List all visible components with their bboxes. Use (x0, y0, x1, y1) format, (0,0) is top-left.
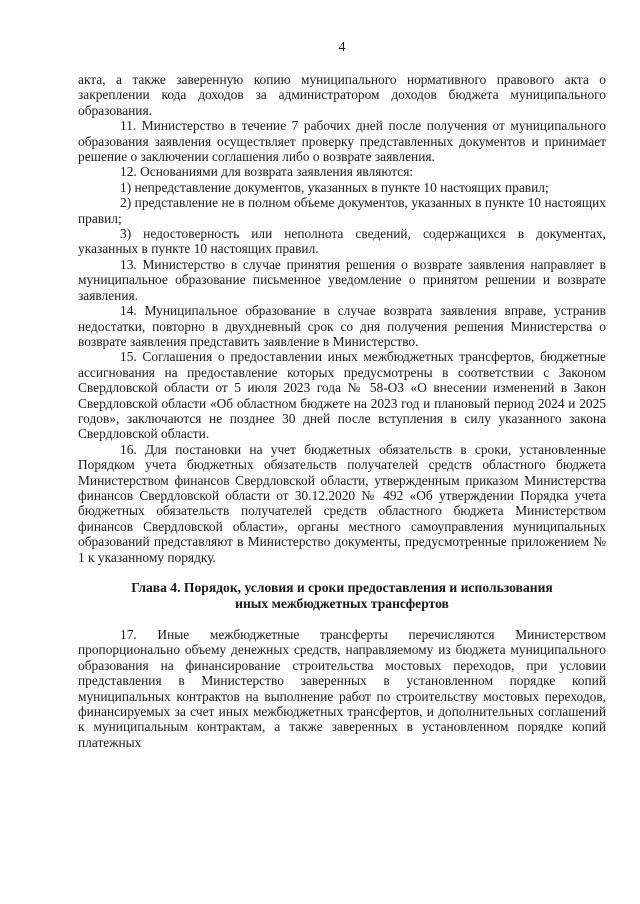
spacer (78, 565, 606, 580)
paragraph: 11. Министерство в течение 7 рабочих дней после получения от муниципального образования заявления осуществляет проверку представленных документов и принимает решение о заключении соглашения либо о возврате заявления. (78, 118, 606, 165)
paragraph-group-top (78, 72, 606, 565)
paragraph: 2) представление не в полном объеме документов, указанных в пункте 10 настоящих правил; (78, 195, 606, 226)
page-number: 4 (338, 40, 346, 55)
document-body (78, 72, 606, 750)
paragraph: 16. Для постановки на учет бюджетных обязательств в сроки, установленные Порядком учета бюджетных обязательств получателей средств областного бюджета Министерством финансов Свердловской области, утвержденным приказом Министерства финансов Свердловской области от 30.12.2020 № 492 «Об утверждении Порядка учета бюджетных обязательств получателей средств областного бюджета Министерством финансов Свердловской области», органы местного самоуправления муниципальных образований представляют в Министерство документы, предусмотренные приложением № 1 к указанному порядку. (78, 441, 606, 565)
paragraph: 1) непредставление документов, указанных в пункте 10 настоящих правил; (120, 179, 549, 195)
paragraph: 12. Основаниями для возврата заявления являются: (120, 164, 414, 180)
paragraph: акта, а также заверенную копию муниципального нормативного правового акта о закреплении кода доходов за администратором доходов бюджета муниципального образования. (78, 72, 606, 118)
paragraph-group-bottom (78, 627, 606, 750)
chapter-heading-line-2: иных межбюджетных трансфертов (235, 596, 449, 611)
paragraph: 15. Соглашения о предоставлении иных межбюджетных трансфертов, бюджетные ассигнования на предоставление которых предусмотрены в соответствии с Законом Свердловской области от 5 июля 2023 года № 58-ОЗ «О внесении изменений в Закон Свердловской области «Об областном бюджете на 2023 год и плановый период 2024 и 2025 годов», заключаются не позднее 30 дней после вступления в силу указанного закона Свердловской области. (78, 349, 606, 442)
paragraph: 17. Иные межбюджетные трансферты перечисляются Министерством пропорционально объему денежных средств, направляемому из бюджета муниципального образования на финансирование строительства мостовых переходов, при условии представления в Министерство заверенных в установленном порядке копий муниципальных контрактов на выполнение работ по строительству мостовых переходов, финансируемых за счет иных межбюджетных трансфертов, и дополнительных соглашений к муниципальным контрактам, а также заверенных в установленном порядке копий платежных (78, 627, 606, 750)
spacer (78, 612, 606, 627)
paragraph: 13. Министерство в случае принятия решения о возврате заявления направляет в муниципальное образование письменное уведомление о принятом решении и возврате заявления. (78, 256, 606, 303)
chapter-heading (78, 580, 606, 612)
chapter-heading-line-1: Глава 4. Порядок, условия и сроки предоставления и использования (131, 580, 553, 595)
paragraph: 3) недостоверность или неполнота сведений, содержащихся в документах, указанных в пункте 10 настоящих правил. (78, 226, 606, 257)
paragraph: 14. Муниципальное образование в случае возврата заявления вправе, устранив недостатки, повторно в двухдневный срок со дня получения решения Министерства о возврате заявления представить заявление в Министерство. (78, 303, 606, 349)
